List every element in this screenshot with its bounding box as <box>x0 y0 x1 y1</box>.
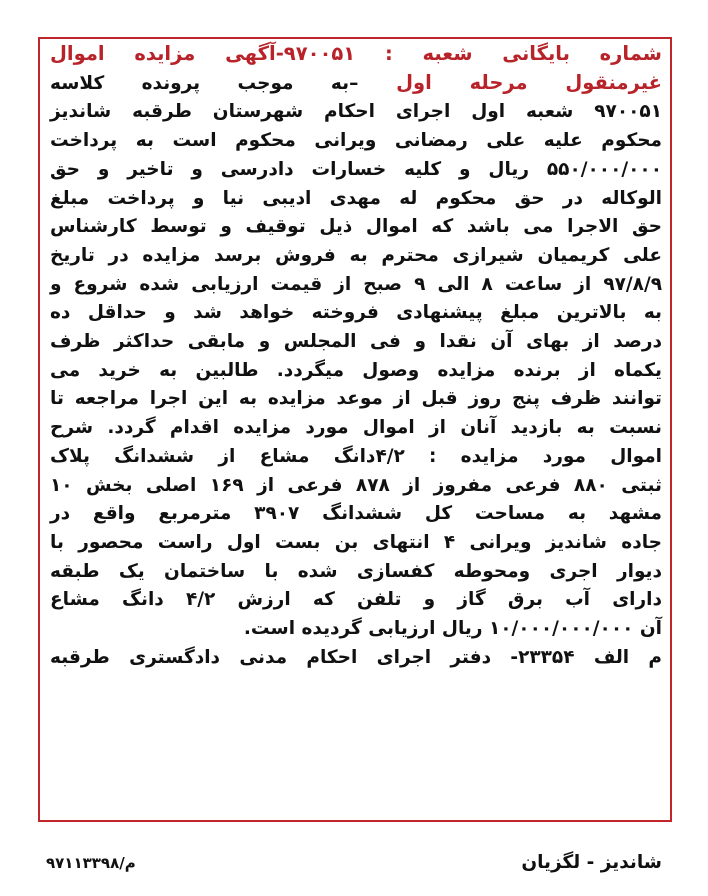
notice-line-10: به بالاترین مبلغ پیشنهادی فروخته خواهد شد و حداقل ده <box>50 302 662 324</box>
notice-line-18: جاده شاندیز ویرانی ۴ انتهای بن بست اول راست محصور با <box>50 531 662 553</box>
notice-line-16: ثبتی ۸۸۰ فرعی مفروز از ۸۷۸ فرعی از ۱۶۹ اصلی بخش ۱۰ <box>50 474 662 496</box>
footer-code: م/۹۷۱۱۳۳۹۸ <box>46 854 136 872</box>
notice-line-14: نسبت به بازدید آنان از اموال مورد مزایده اقدام گردد. شرح <box>50 417 662 439</box>
notice-line-4: محکوم علیه علی رمضانی ویرانی محکوم است به پرداخت <box>50 130 662 152</box>
footer-city: شاندیز - لگزیان <box>521 852 662 873</box>
notice-line-8: علی کریمیان شیرازی محترم به فروش برسد مزایده در تاریخ <box>50 244 662 266</box>
auction-notice-body <box>50 40 662 672</box>
notice-line-22: م الف ۲۳۳۵۴- دفتر اجرای احکام مدنی دادگستری طرقبه <box>50 646 662 668</box>
notice-line-11: درصد از بهای آن نقدا و فی المجلس و مابقی حداکثر ظرف <box>50 331 662 353</box>
notice-line-17: مشهد به مساحت کل ششدانگ ۳۹۰۷ مترمربع واقع در <box>50 503 662 525</box>
notice-line-3: ۹۷۰۰۵۱ شعبه اول اجرای احکام شهرستان طرقبه شاندیز <box>50 101 662 123</box>
notice-headline-red-part: غیرمنقول مرحله اول <box>358 70 663 94</box>
notice-line-12: یکماه از برنده مزایده وصول میگردد. طالبین به خرید می <box>50 359 662 381</box>
notice-line-6: الوکاله در حق محکوم له مهدی ادیبی نیا و پرداخت مبلغ <box>50 187 662 209</box>
notice-line-20: دارای آب برق گاز و تلفن که ارزش ۴/۲ دانگ مشاع <box>50 589 662 611</box>
notice-line-15: اموال مورد مزایده : ۴/۲دانگ مشاع از ششدانگ پلاک <box>50 445 662 467</box>
notice-line-21: آن ۱۰/۰۰۰/۰۰۰/۰۰۰ ریال ارزیابی گردیده است. <box>243 618 662 640</box>
notice-headline-line-1: شماره بایگانی شعبه : ۹۷۰۰۵۱-آگهی مزایده اموال <box>50 42 662 65</box>
notice-line-5: ۵۵۰/۰۰۰/۰۰۰ ریال و کلیه خسارات دادرسی و تاخیر و حق <box>50 158 662 180</box>
notice-headline-line-2 <box>50 69 662 99</box>
notice-headline-rest: –به موجب پرونده کلاسه <box>50 72 359 94</box>
notice-line-13: توانند ظرف پنج روز قبل از موعد مزایده به این اجرا مراجعه تا <box>50 388 662 410</box>
notice-line-9: ۹۷/۸/۹ از ساعت ۸ الی ۹ صبح از قیمت ارزیابی شده شروع و <box>50 273 662 295</box>
notice-line-7: حق الاجرا می باشد که اموال ذیل توقیف و توسط کارشناس <box>50 216 662 238</box>
notice-line-19: دیوار اجری ومحوطه کفسازی شده با ساختمان یک طبقه <box>50 560 662 582</box>
